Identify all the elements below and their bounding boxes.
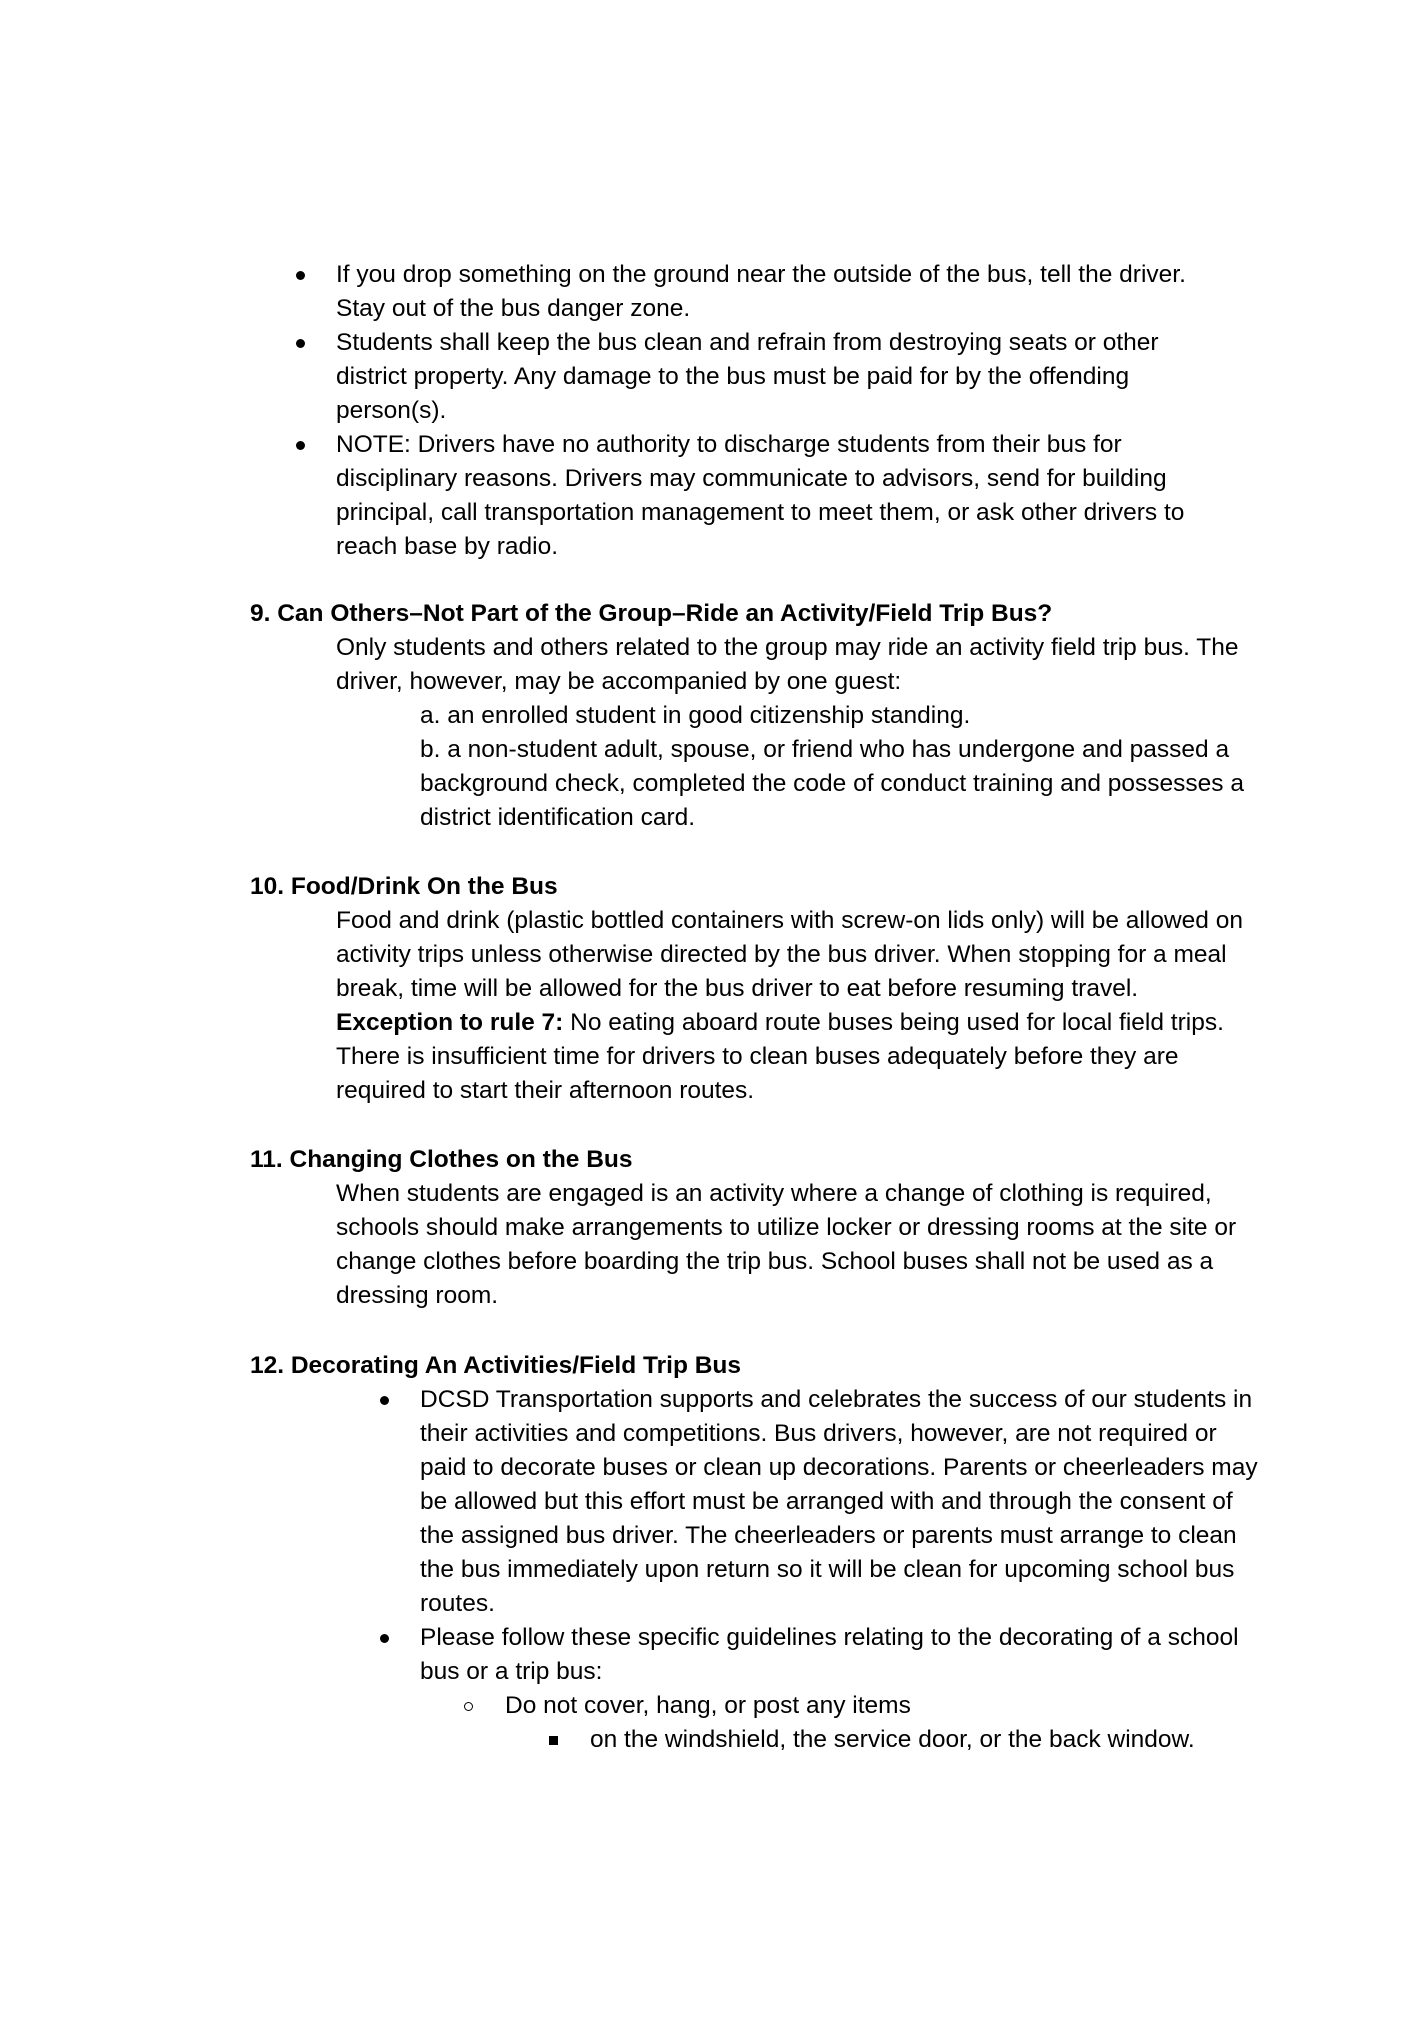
section-9-option-b [420, 733, 1280, 835]
section-10-heading: 10. Food/Drink On the Bus [250, 873, 558, 900]
intro-bullet-list [336, 258, 1236, 564]
bullet-icon [296, 339, 305, 348]
option-b-text: b. a non-student adult, spouse, or friend who has undergone and passed a background check, completed the code of conduct training and possesses a district identification card. [420, 736, 1244, 831]
list-item-text: If you drop something on the ground near the outside of the bus, tell the driver. Stay out of the bus danger zone. [336, 261, 1186, 322]
sub-sub-bullet-text: on the windshield, the service door, or the back window. [590, 1726, 1195, 1753]
section-12-heading: 12. Decorating An Activities/Field Trip Bus [250, 1352, 742, 1379]
section-12-bullet-list [420, 1383, 1266, 1689]
bullet-icon [296, 271, 305, 280]
exception-text: No eating aboard route buses being used for local field trips. There is insufficient time for drivers to clean buses adequately before they are required to start their afternoon routes. [336, 1009, 1224, 1104]
square-bullet-icon [549, 1736, 558, 1745]
list-item [336, 326, 1236, 428]
sub-bullet-text: Do not cover, hang, or post any items [505, 1692, 911, 1719]
hollow-bullet-icon [464, 1702, 473, 1711]
section-9-heading: 9. Can Others–Not Part of the Group–Ride an Activity/Field Trip Bus? [250, 600, 1053, 627]
bullet-icon [380, 1396, 389, 1405]
bullet-icon [296, 441, 305, 450]
section-9-option-a: a. an enrolled student in good citizenship standing. [420, 702, 971, 729]
bullet-icon [380, 1634, 389, 1643]
list-item [336, 428, 1236, 564]
section-9-body: Only students and others related to the group may ride an activity field trip bus. The driver, however, may be accompanied by one guest: [336, 634, 1239, 695]
section-11-heading: 11. Changing Clothes on the Bus [250, 1146, 633, 1173]
list-item [420, 1383, 1266, 1621]
list-item-text: Please follow these specific guidelines relating to the decorating of a school bus or a trip bus: [420, 1624, 1239, 1685]
section-10-body [336, 904, 1248, 1108]
section-10-text: Food and drink (plastic bottled containers with screw-on lids only) will be allowed on activity trips unless otherwise directed by the bus driver. When stopping for a meal break, time will be allowed for the bus driver to eat before resuming travel. [336, 907, 1243, 1002]
exception-label: Exception to rule 7: [336, 1009, 564, 1036]
list-item [336, 258, 1236, 326]
list-item [420, 1621, 1266, 1689]
list-item-text: Students shall keep the bus clean and refrain from destroying seats or other district property. Any damage to the bus must be paid for by the offending person(s). [336, 329, 1159, 424]
list-item-text: NOTE: Drivers have no authority to discharge students from their bus for disciplinary reasons. Drivers may communicate to advisors, send for building principal, call transportation management to meet them, or ask other drivers to reach base by radio. [336, 431, 1185, 560]
list-item-text: DCSD Transportation supports and celebrates the success of our students in their activities and competitions. Bus drivers, however, are not required or paid to decorate buses or clean up decorations. Parents or cheerleaders may be allowed but this effort must be arranged with and through the consent of the assigned bus driver. The cheerleaders or parents must arrange to clean the bus immediately upon return so it will be clean for upcoming school bus routes. [420, 1386, 1258, 1617]
sub-bullet-row [505, 1689, 1245, 1723]
section-11-body: When students are engaged is an activity where a change of clothing is required, schools should make arrangements to utilize locker or dressing rooms at the site or change clothes before boarding the trip bus. School buses shall not be used as a dressing room. [336, 1180, 1237, 1309]
sub-sub-bullet-row [590, 1723, 1250, 1757]
